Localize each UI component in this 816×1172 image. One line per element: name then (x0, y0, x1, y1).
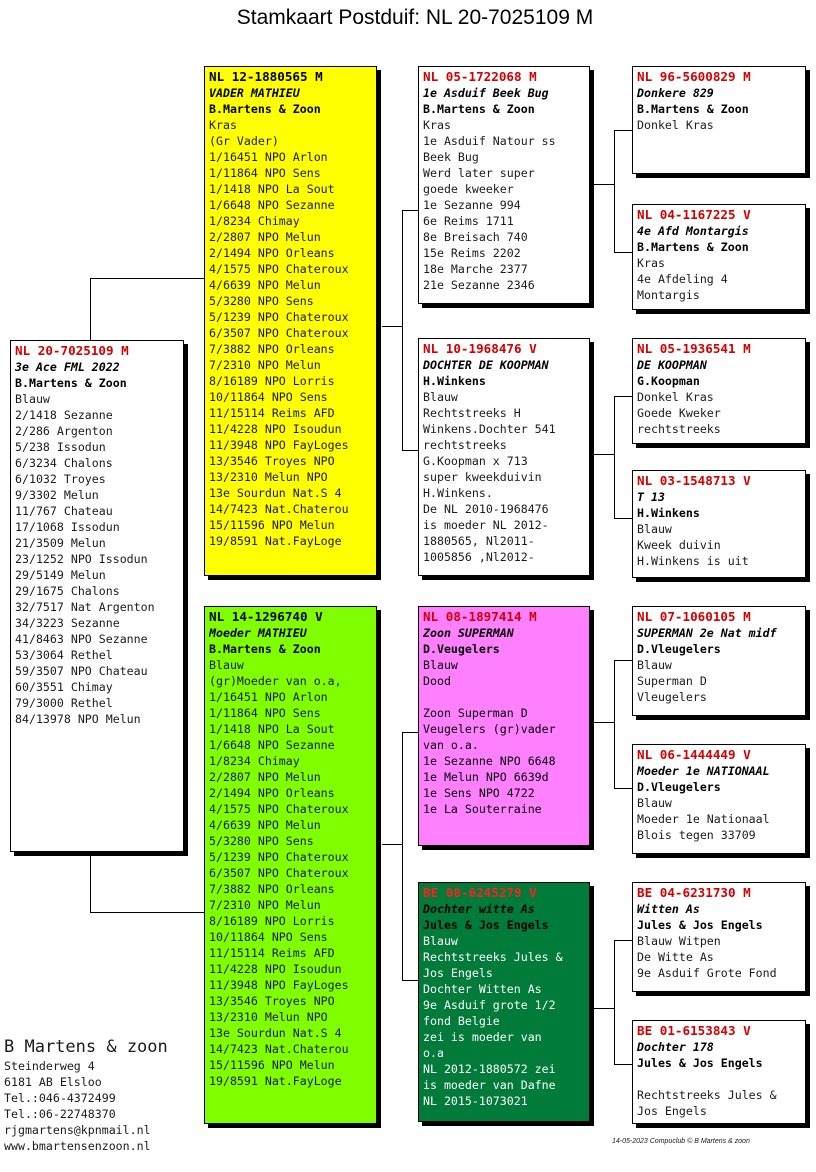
owner-line: Tel.:046-4372499 (4, 1091, 116, 1105)
info-line: 8/16189 NPO Lorris (209, 374, 335, 388)
breeder-name: B.Martens & Zoon (209, 102, 321, 116)
info-line: 9e Asduif grote 1/2 (423, 998, 556, 1012)
info-line: 60/3551 Chimay (15, 680, 113, 694)
info-line: Blauw (423, 658, 458, 672)
connector (614, 252, 632, 253)
info-line: 10/11864 NPO Sens (209, 390, 328, 404)
footer-note: 14-05-2023 Compuclub © B Martens & zoon (612, 1138, 750, 1145)
pigeon-card-ggp-fmf[interactable] (632, 338, 806, 444)
info-line: 19/8591 Nat.FayLoge (209, 1074, 342, 1088)
pigeon-name: DOCHTER DE KOOPMAN (423, 358, 549, 372)
breeder-name: G.Koopman (637, 374, 700, 388)
connector (614, 396, 632, 397)
breeder-name: Jules & Jos Engels (637, 918, 763, 932)
pigeon-name: VADER MATHIEU (209, 86, 300, 100)
info-line: rechtstreeks (637, 422, 721, 436)
info-line: 14/7423 Nat.Chaterou (209, 502, 349, 516)
info-line: fond Belgie (423, 1014, 500, 1028)
info-line: 13/2310 Melun NPO (209, 470, 328, 484)
info-line: 17/1068 Issodun (15, 520, 120, 534)
info-line: van o.a. (423, 738, 479, 752)
info-line: 2/1494 NPO Orleans (209, 246, 335, 260)
pigeon-name: Zoon SUPERMAN (423, 626, 514, 640)
breeder-name: H.Winkens (423, 374, 486, 388)
info-line: 1/11864 NPO Sens (209, 166, 321, 180)
info-line: 11/3948 NPO FayLoges (209, 978, 349, 992)
info-line: Winkens.Dochter 541 (423, 422, 556, 436)
info-line: 1/1418 NPO La Sout (209, 722, 335, 736)
connector (614, 518, 632, 519)
ring-number: NL 10-1968476 V (423, 341, 537, 356)
ring-number: NL 04-1167225 V (637, 207, 751, 222)
pigeon-card-ggp-mff[interactable] (632, 606, 806, 716)
info-line: Blauw (637, 796, 672, 810)
info-line: Moeder 1e Nationaal (637, 812, 770, 826)
info-line: super kweekduivin (423, 470, 542, 484)
info-line: 6e Reims 1711 (423, 214, 514, 228)
info-line: 1/6648 NPO Sezanne (209, 738, 335, 752)
info-line: Superman D (637, 674, 707, 688)
connector (614, 660, 632, 661)
info-line: 2/2807 NPO Melun (209, 770, 321, 784)
info-line: 1880565, Nl2011- (423, 534, 535, 548)
pigeon-card-ggp-mmm[interactable] (632, 1020, 806, 1124)
info-line: 19/8591 Nat.FayLoge (209, 534, 342, 548)
info-line: H.Winkens is uit (637, 554, 749, 568)
info-line: 23/1252 NPO Issodun (15, 552, 148, 566)
info-line: 34/3223 Sezanne (15, 616, 120, 630)
owner-info (4, 1036, 168, 1154)
info-line: 5/3280 NPO Sens (209, 294, 314, 308)
info-line: 1/16451 NPO Arlon (209, 150, 328, 164)
breeder-name: Jules & Jos Engels (637, 1056, 763, 1070)
info-line: Blauw (637, 658, 672, 672)
info-line: 53/3064 Rethel (15, 648, 113, 662)
owner-email[interactable]: rjgmartens@kpnmail.nl (4, 1123, 151, 1137)
info-line: goede kweeker (423, 182, 514, 196)
info-line: 7/3882 NPO Orleans (209, 882, 335, 896)
info-line: 7/2310 NPO Melun (209, 358, 321, 372)
info-line: 59/3507 NPO Chateau (15, 664, 148, 678)
info-line: Werd later super (423, 166, 535, 180)
breeder-name: D.Vleugelers (637, 642, 721, 656)
info-line: 13e Sourdun Nat.S 4 (209, 1026, 342, 1040)
info-line: 11/15114 Reims AFD (209, 406, 335, 420)
info-line: 6/3507 NPO Chateroux (209, 866, 349, 880)
info-line: Beek Bug (423, 150, 479, 164)
info-line: Blois tegen 33709 (637, 828, 756, 842)
ring-number: BE 01-6153843 V (637, 1023, 751, 1038)
ring-number: NL 96-5600829 M (637, 69, 751, 84)
info-line: 1/1418 NPO La Sout (209, 182, 335, 196)
pigeon-name: Moeder 1e NATIONAAL (637, 764, 770, 778)
info-line: Kras (209, 118, 237, 132)
info-line: NL 2015-1073021 (423, 1094, 528, 1108)
info-line: 1e Asduif Natour ss (423, 134, 556, 148)
pigeon-card-subject[interactable] (10, 340, 184, 852)
info-line: 13e Sourdun Nat.S 4 (209, 486, 342, 500)
info-line: 2/1494 NPO Orleans (209, 786, 335, 800)
info-line: 4/6639 NPO Melun (209, 278, 321, 292)
info-line: 32/7517 Nat Argenton (15, 600, 155, 614)
info-line: Kras (637, 256, 665, 270)
ring-number: NL 14-1296740 V (209, 609, 323, 624)
pigeon-card-ggp-fmm[interactable] (632, 470, 806, 578)
info-line: 2/1418 Sezanne (15, 408, 113, 422)
connector (90, 912, 204, 913)
pigeon-card-ggp-mfm[interactable] (632, 744, 806, 854)
info-line: 13/2310 Melun NPO (209, 1010, 328, 1024)
ring-number: BE 04-6231730 M (637, 885, 751, 900)
info-line: 79/3000 Rethel (15, 696, 113, 710)
info-line: Donkel Kras (637, 390, 714, 404)
info-line: 1e Melun NPO 6639d (423, 770, 549, 784)
info-line: Blauw (423, 934, 458, 948)
breeder-name: B.Martens & Zoon (15, 376, 127, 390)
ring-number: NL 07-1060105 M (637, 609, 751, 624)
connector (614, 788, 632, 789)
connector (402, 732, 403, 980)
info-line: De Witte As (637, 950, 714, 964)
info-line: 9/3302 Melun (15, 488, 99, 502)
info-line: Rechtstreeks H (423, 406, 521, 420)
info-line: Blauw (423, 390, 458, 404)
info-line: 18e Marche 2377 (423, 262, 528, 276)
pigeon-card-ggp-ffm[interactable] (632, 204, 806, 310)
info-line: is moeder van Dafne (423, 1078, 556, 1092)
info-line: 5/1239 NPO Chateroux (209, 310, 349, 324)
info-line: 11/767 Chateau (15, 504, 113, 518)
info-line: 1/11864 NPO Sens (209, 706, 321, 720)
pigeon-name: Witten As (637, 902, 700, 916)
info-line: Blauw (637, 522, 672, 536)
connector (594, 454, 614, 455)
info-line: 11/4228 NPO Isoudun (209, 962, 342, 976)
ring-number: NL 06-1444449 V (637, 747, 751, 762)
info-line: 11/3948 NPO FayLoges (209, 438, 349, 452)
connector (594, 184, 614, 185)
breeder-name: B.Martens & Zoon (637, 240, 749, 254)
breeder-name: Jules & Jos Engels (423, 918, 549, 932)
info-line: 2/2807 NPO Melun (209, 230, 321, 244)
pigeon-name: Dochter witte As (423, 902, 535, 916)
pigeon-name: DE KOOPMAN (637, 358, 707, 372)
info-line: 10/11864 NPO Sens (209, 930, 328, 944)
ring-number: NL 05-1722068 M (423, 69, 537, 84)
pigeon-card-grandfather-paternal[interactable] (418, 66, 590, 304)
info-line: Blauw (15, 392, 50, 406)
pigeon-name: SUPERMAN 2e Nat midf (637, 626, 777, 640)
info-line: G.Koopman x 713 (423, 454, 528, 468)
info-line: De NL 2010-1968476 (423, 502, 549, 516)
info-line: 15/11596 NPO Melun (209, 1058, 335, 1072)
info-line: 11/4228 NPO Isoudun (209, 422, 342, 436)
info-line: 6/3234 Chalons (15, 456, 113, 470)
info-line: 4/6639 NPO Melun (209, 818, 321, 832)
pigeon-card-ggp-mmf[interactable] (632, 882, 806, 992)
breeder-name: B.Martens & Zoon (209, 642, 321, 656)
info-line: Goede Kweker (637, 406, 721, 420)
info-line: Montargis (637, 288, 700, 302)
info-line: H.Winkens. (423, 486, 493, 500)
info-line: 13/3546 Troyes NPO (209, 994, 335, 1008)
breeder-name: H.Winkens (637, 506, 700, 520)
connector (614, 940, 615, 1064)
pigeon-card-mother[interactable] (204, 606, 377, 1124)
connector (614, 1064, 632, 1065)
breeder-name: B.Martens & Zoon (423, 102, 535, 116)
info-line: 1/6648 NPO Sezanne (209, 198, 335, 212)
info-line: is moeder NL 2012- (423, 518, 549, 532)
pigeon-name: 4e Afd Montargis (637, 224, 749, 238)
connector (382, 326, 402, 327)
info-line: 14/7423 Nat.Chaterou (209, 1042, 349, 1056)
connector (402, 210, 418, 211)
connector (594, 722, 614, 723)
pigeon-name: 1e Asduif Beek Bug (423, 86, 549, 100)
info-line: 7/3882 NPO Orleans (209, 342, 335, 356)
info-line: Blauw (209, 658, 244, 672)
info-line: (gr)Moeder van o.a, (209, 674, 342, 688)
info-line: 9e Asduif Grote Fond (637, 966, 777, 980)
owner-line: Steinderweg 4 (4, 1059, 95, 1073)
connector (90, 278, 91, 340)
ring-number: NL 12-1880565 M (209, 69, 323, 84)
owner-website[interactable]: www.bmartensenzoon.nl (4, 1139, 151, 1153)
connector (614, 130, 632, 131)
info-line: 41/8463 NPO Sezanne (15, 632, 148, 646)
info-line: 4/1575 NPO Chateroux (209, 802, 349, 816)
ring-number: NL 03-1548713 V (637, 473, 751, 488)
owner-name: B Martens & zoon (4, 1037, 168, 1057)
info-line: 1e La Souterraine (423, 802, 542, 816)
info-line: 8/16189 NPO Lorris (209, 914, 335, 928)
info-line: 6/1032 Troyes (15, 472, 106, 486)
connector (90, 278, 204, 279)
pigeon-card-grandmother-paternal[interactable] (418, 338, 590, 576)
info-line: 15/11596 NPO Melun (209, 518, 335, 532)
ring-number: BE 08-6245279 V (423, 885, 537, 900)
info-line: 1e Sezanne 994 (423, 198, 521, 212)
info-line: 29/5149 Melun (15, 568, 106, 582)
info-line: Rechtstreeks Jules & (637, 1088, 777, 1102)
info-line: Zoon Superman D (423, 706, 528, 720)
breeder-name: B.Martens & Zoon (637, 102, 749, 116)
info-line: 21/3509 Melun (15, 536, 106, 550)
breeder-name: D.Vleugelers (637, 780, 721, 794)
connector (402, 980, 418, 981)
info-line: zei is moeder van (423, 1030, 542, 1044)
info-line: o.a (423, 1046, 444, 1060)
info-line: rechtstreeks (423, 438, 507, 452)
info-line: 8e Breisach 740 (423, 230, 528, 244)
connector (594, 1008, 614, 1009)
pigeon-card-grandmother-maternal[interactable] (418, 882, 590, 1122)
info-line: 6/3507 NPO Chateroux (209, 326, 349, 340)
info-line: Dood (423, 674, 451, 688)
info-line: Dochter Witten As (423, 982, 542, 996)
info-line: 15e Reims 2202 (423, 246, 521, 260)
info-line: Jos Engels (637, 1104, 707, 1118)
info-line: Kweek duivin (637, 538, 721, 552)
pigeon-name: T 13 (637, 490, 665, 504)
info-line: Vleugelers (637, 690, 707, 704)
info-line: NL 2012-1880572 zei (423, 1062, 556, 1076)
owner-line: 6181 AB Elsloo (4, 1075, 102, 1089)
info-line: 1e Sens NPO 4722 (423, 786, 535, 800)
info-line: 13/3546 Troyes NPO (209, 454, 335, 468)
info-line: Veugelers (gr)vader (423, 722, 556, 736)
pigeon-card-ggp-fff[interactable] (632, 66, 806, 174)
info-line: 11/15114 Reims AFD (209, 946, 335, 960)
info-line: 21e Sezanne 2346 (423, 278, 535, 292)
info-line: 5/3280 NPO Sens (209, 834, 314, 848)
breeder-name: D.Veugelers (423, 642, 500, 656)
info-line: 1/8234 Chimay (209, 754, 300, 768)
connector (614, 396, 615, 518)
info-line: 84/13978 NPO Melun (15, 712, 141, 726)
info-line: 4/1575 NPO Chateroux (209, 262, 349, 276)
connector (614, 940, 632, 941)
info-line: Jos Engels (423, 966, 493, 980)
info-line (637, 1071, 802, 1087)
pigeon-card-father[interactable] (204, 66, 377, 576)
pigeon-name: Dochter 178 (637, 1040, 714, 1054)
info-line: Rechtstreeks Jules & (423, 950, 563, 964)
connector (402, 450, 418, 451)
info-line: 2/286 Argenton (15, 424, 113, 438)
connector (402, 732, 418, 733)
info-line: Blauw Witpen (637, 934, 721, 948)
info-line: (Gr Vader) (209, 134, 279, 148)
ring-number: NL 08-1897414 M (423, 609, 537, 624)
info-line: 1005856 ,Nl2012- (423, 550, 535, 564)
connector (614, 660, 615, 788)
ring-number: NL 05-1936541 M (637, 341, 751, 356)
pigeon-name: Moeder MATHIEU (209, 626, 307, 640)
info-line: 1/8234 Chimay (209, 214, 300, 228)
owner-line: Tel.:06-22748370 (4, 1107, 116, 1121)
info-line: 5/238 Issodun (15, 440, 106, 454)
pigeon-card-grandfather-maternal[interactable] (418, 606, 590, 846)
info-line: Kras (423, 118, 451, 132)
connector (402, 210, 403, 450)
info-line: 7/2310 NPO Melun (209, 898, 321, 912)
info-line: 29/1675 Chalons (15, 584, 120, 598)
pigeon-name: 3e Ace FML 2022 (15, 360, 120, 374)
info-line: 4e Afdeling 4 (637, 272, 728, 286)
info-line: 1e Sezanne NPO 6648 (423, 754, 556, 768)
page-title: Stamkaart Postduif: NL 20-7025109 M (236, 6, 594, 29)
connector (382, 844, 402, 845)
info-line: 1/16451 NPO Arlon (209, 690, 328, 704)
connector (90, 852, 91, 912)
pigeon-name: Donkere 829 (637, 86, 714, 100)
info-line (423, 689, 586, 705)
ring-number: NL 20-7025109 M (15, 343, 129, 358)
info-line: 5/1239 NPO Chateroux (209, 850, 349, 864)
info-line: Donkel Kras (637, 118, 714, 132)
connector (614, 130, 615, 252)
